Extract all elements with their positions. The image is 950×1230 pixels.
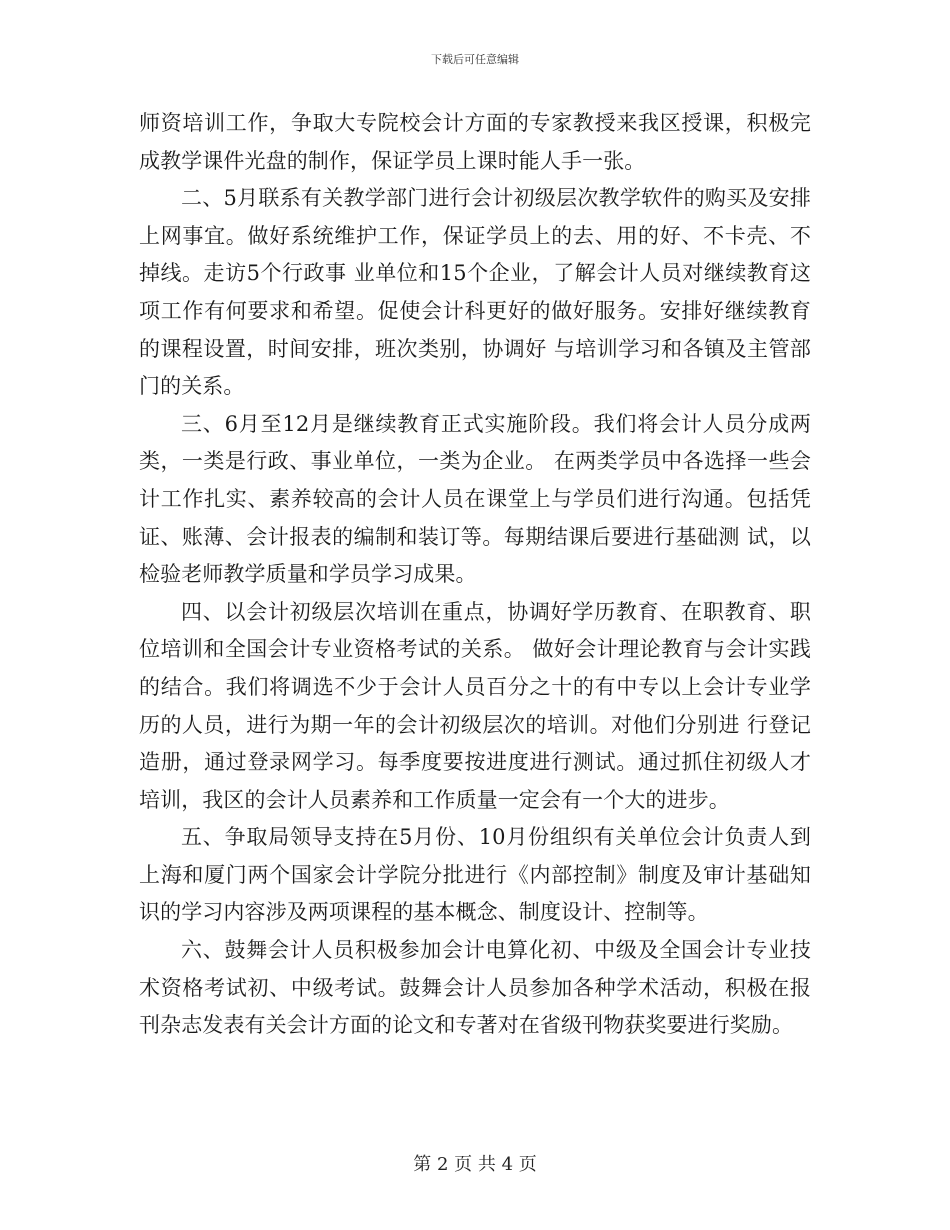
paragraph-continuation: 师资培训工作，争取大专院校会计方面的专家教授来我区授课，积极完成教学课件光盘的制作，保证学员上课时能人手一张。 xyxy=(139,111,811,173)
paragraph-item-2: 二、5月联系有关教学部门进行会计初级层次教学软件的购买及安排上网事宜。做好系统维护工作，保证学员上的去、用的好、不卡壳、不掉线。走访5个行政事 业单位和15个企业，了解会计人员对继续教育这项工作有何要求和希望。促使会计科更好的做好服务。安排好继续教育的课程设置，时间安排，班次类别，协调好 与培训学习和各镇及主管部门的关系。 xyxy=(139,186,811,399)
document-body xyxy=(139,105,811,1045)
paragraph-item-5: 五、争取局领导支持在5月份、10月份组织有关单位会计负责人到上海和厦门两个国家会计学院分批进行《内部控制》制度及审计基础知识的学习内容涉及两项课程的基本概念、制度设计、控制等。 xyxy=(139,825,811,925)
paragraph-item-4: 四、以会计初级层次培训在重点，协调好学历教育、在职教育、职位培训和全国会计专业资格考试的关系。 做好会计理论教育与会计实践的结合。我们将调选不少于会计人员百分之十的有中专以上会计专业学历的人员，进行为期一年的会计初级层次的培训。对他们分别进 行登记造册，通过登录网学习。每季度要按进度进行测试。通过抓住初级人才培训，我区的会计人员素养和工作质量一定会有一个大的进步。 xyxy=(139,599,811,812)
paragraph-item-3: 三、6月至12月是继续教育正式实施阶段。我们将会计人员分成两类，一类是行政、事业单位，一类为企业。 在两类学员中各选择一些会计工作扎实、素养较高的会计人员在课堂上与学员们进行沟通。包括凭证、账薄、会计报表的编制和装订等。每期结课后要进行基础测 试，以检验老师教学质量和学员学习成果。 xyxy=(139,411,811,587)
page-header-note: 下载后可任意编辑 xyxy=(431,53,519,66)
page-number: 第 2 页 共 4 页 xyxy=(413,1154,537,1175)
paragraph-item-6: 六、鼓舞会计人员积极参加会计电算化初、中级及全国会计专业技术资格考试初、中级考试。鼓舞会计人员参加各种学术活动，积极在报刊杂志发表有关会计方面的论文和专著对在省级刊物获奖要进行奖励。 xyxy=(139,938,811,1038)
